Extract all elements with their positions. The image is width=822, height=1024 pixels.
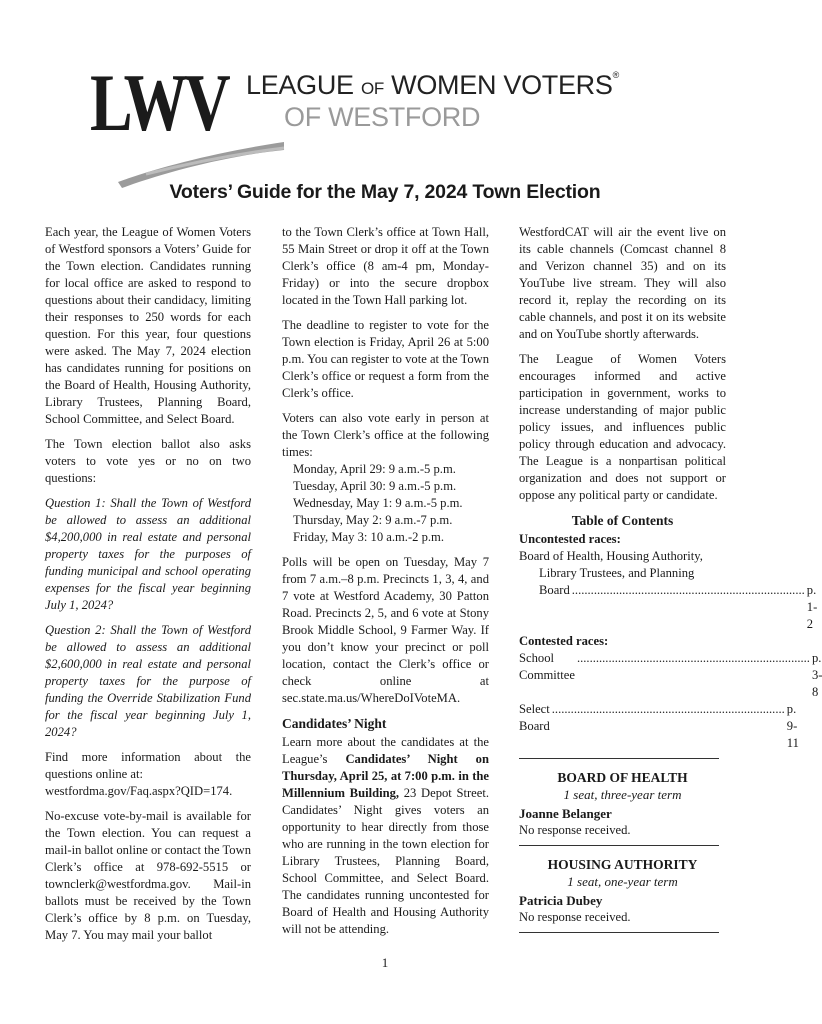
toc-contested-heading: Contested races: xyxy=(519,634,609,648)
race-heading-board-of-health: BOARD OF HEALTH xyxy=(557,770,688,785)
lwv-logo xyxy=(88,58,708,183)
toc-entry-label: School Committee xyxy=(519,651,575,682)
toc-leader-dots: .......................................................................... xyxy=(571,583,805,597)
toc-leader-dots: .......................................................................... xyxy=(551,702,785,716)
toc-entry-uncontested[interactable] xyxy=(519,582,818,633)
candidate-response: No response received. xyxy=(519,823,631,837)
toc-entry-school-committee[interactable] xyxy=(519,650,822,701)
registered-mark: ® xyxy=(612,70,619,80)
candidates-night-paragraph xyxy=(282,734,489,938)
candidates-night-heading: Candidates’ Night xyxy=(282,716,387,731)
candidate-name: Patricia Dubey xyxy=(519,893,603,908)
candidate-response: No response received. xyxy=(519,910,631,924)
candidate-name: Joanne Belanger xyxy=(519,806,612,821)
cn-text-a: Learn more about the candidates at the League’s xyxy=(282,735,489,766)
column-3 xyxy=(519,224,822,943)
column-2 xyxy=(282,224,489,946)
registration-deadline-paragraph: The deadline to register to vote for the Town election is Friday, April 26 at 5:00 p.m. You can register to vote at the Town Clerk’s office or request a form from the Clerk’s office. xyxy=(282,318,490,400)
list-item: Friday, May 3: 10 a.m.-2 p.m. xyxy=(293,530,444,544)
polls-paragraph: Polls will be open on Tuesday, May 7 from 7 a.m.–8 p.m. Precincts 1, 3, 4, and 7 vote at Westford Academy, 30 Patton Road. Precincts 2, 5, and 6 vote at Stony Brook Middle School, 9 Farmer Way. If you don’t know your precinct or poll location, contact the Clerk’s office or check online at sec.state.ma.us/WhereDoIVoteMA. xyxy=(282,555,489,705)
list-item: Thursday, May 2: 9 a.m.-7 p.m. xyxy=(293,513,453,527)
race-term: 1 seat, one-year term xyxy=(567,874,678,889)
early-voting-paragraph: Voters can also vote early in person at the Town Clerk’s office at the following times: xyxy=(282,411,489,459)
vote-by-mail-paragraph: No-excuse vote-by-mail is available for the Town election. You can request a mail-in ballot online or contact the Town Clerk’s office at 978-692-5515 or townclerk@westfordma.gov. Mail-in ballots must be received by the Town Clerk’s office by 8 p.m. on Tuesday, May 7. You may mail your ballot xyxy=(45,809,251,942)
divider xyxy=(519,932,719,933)
toc-leader-dots: .......................................................................... xyxy=(576,651,810,665)
org-name-line2: OF WESTFORD xyxy=(284,102,481,132)
page-title: Voters’ Guide for the May 7, 2024 Town Election xyxy=(169,181,601,203)
league-mission-paragraph: The League of Women Voters encourages informed and active participation in government, works to increase understanding of major public policy issues, and influences public policy through education and advocacy. The League is a nonpartisan political organization and does not support or oppose any political party or candidate. xyxy=(519,352,726,502)
org-word-league: LEAGUE xyxy=(246,70,354,100)
org-word-women-voters: WOMEN VOTERS xyxy=(391,70,613,100)
more-info-link[interactable]: westfordma.gov/Faq.aspx?QID=174. xyxy=(45,784,233,798)
cn-text-b: 23 Depot Street. Candidates’ Night gives voters an opportunity to hear directly from those who are running in the town election for Library Trustees, Planning Board, School Committee, and Select Board. The candidates running uncontested for Board of Health and Housing Authority will not be attending. xyxy=(282,786,490,936)
org-name-line1 xyxy=(246,70,619,101)
toc-uncontested-heading: Uncontested races: xyxy=(519,532,621,546)
toc-entry-label: Board xyxy=(539,583,570,597)
toc-entry-select-board[interactable] xyxy=(519,701,799,752)
race-term: 1 seat, three-year term xyxy=(563,787,682,802)
logo-monogram: LWV xyxy=(90,57,228,148)
early-voting-times xyxy=(282,461,489,546)
toc-entry-page: p. 9-11 xyxy=(786,702,799,750)
list-item: Tuesday, April 30: 9 a.m.-5 p.m. xyxy=(293,479,457,493)
page-number: 1 xyxy=(381,955,389,970)
race-heading-housing-authority: HOUSING AUTHORITY xyxy=(547,857,698,872)
toc-entry-page: p. 3-8 xyxy=(811,651,822,699)
cn-event-details: Candidates’ Night on Thursday, April 25, at 7:00 p.m. in the Millennium Building, xyxy=(282,752,489,800)
list-item: Monday, April 29: 9 a.m.-5 p.m. xyxy=(293,462,456,476)
toc-uncontested-line2: Library Trustees, and Planning xyxy=(539,566,695,580)
divider xyxy=(519,758,719,759)
ballot-questions-intro: The Town election ballot also asks voters to vote yes or no on two questions: xyxy=(45,437,251,485)
org-word-of: OF xyxy=(360,79,384,98)
toc-entry-label: Select Board xyxy=(519,702,550,733)
divider xyxy=(519,845,719,846)
mail-ballot-paragraph: to the Town Clerk’s office at Town Hall, 55 Main Street or drop it off at the Town Clerk’s office (8 am-4 pm, Monday-Friday) or into the secure dropbox located in the Town Hall parking lot. xyxy=(282,225,489,307)
toc-title: Table of Contents xyxy=(571,513,674,528)
more-info-text: Find more information about the questions online at: xyxy=(45,750,251,781)
ballot-question-1: Question 1: Shall the Town of Westford be allowed to assess an additional $4,200,000 in real estate and personal property taxes for the purposes of funding municipal and school operating expenses for the fiscal year beginning July 1, 2024? xyxy=(45,496,251,612)
intro-paragraph: Each year, the League of Women Voters of Westford sponsors a Voters’ Guide for the Town election. Candidates running for local office are asked to respond to questions about their candidacy, limiting their responses to 250 words for each question. For this year, four questions were asked. The May 7, 2024 election has candidates running for positions on the Board of Health, Housing Authority, Library Trustees, Planning Board, School Committee, and Select Board. xyxy=(45,225,251,426)
toc-uncontested-line1: Board of Health, Housing Authority, xyxy=(519,549,703,563)
ballot-question-2: Question 2: Shall the Town of Westford be allowed to assess an additional $2,600,000 in real estate and personal property taxes for the purpose of funding the Override Stabilization Fund for the fiscal year beginning July 1, 2024? xyxy=(45,623,251,739)
list-item: Wednesday, May 1: 9 a.m.-5 p.m. xyxy=(293,496,463,510)
westfordcat-paragraph: WestfordCAT will air the event live on its cable channels (Comcast channel 8 and Verizon channel 35) and on its YouTube live stream. They will also record it, replay the recording on its cable channels, and post it on its website and on YouTube shortly afterwards. xyxy=(519,225,726,341)
column-1 xyxy=(45,224,251,952)
toc-entry-page: p. 1-2 xyxy=(806,583,818,631)
